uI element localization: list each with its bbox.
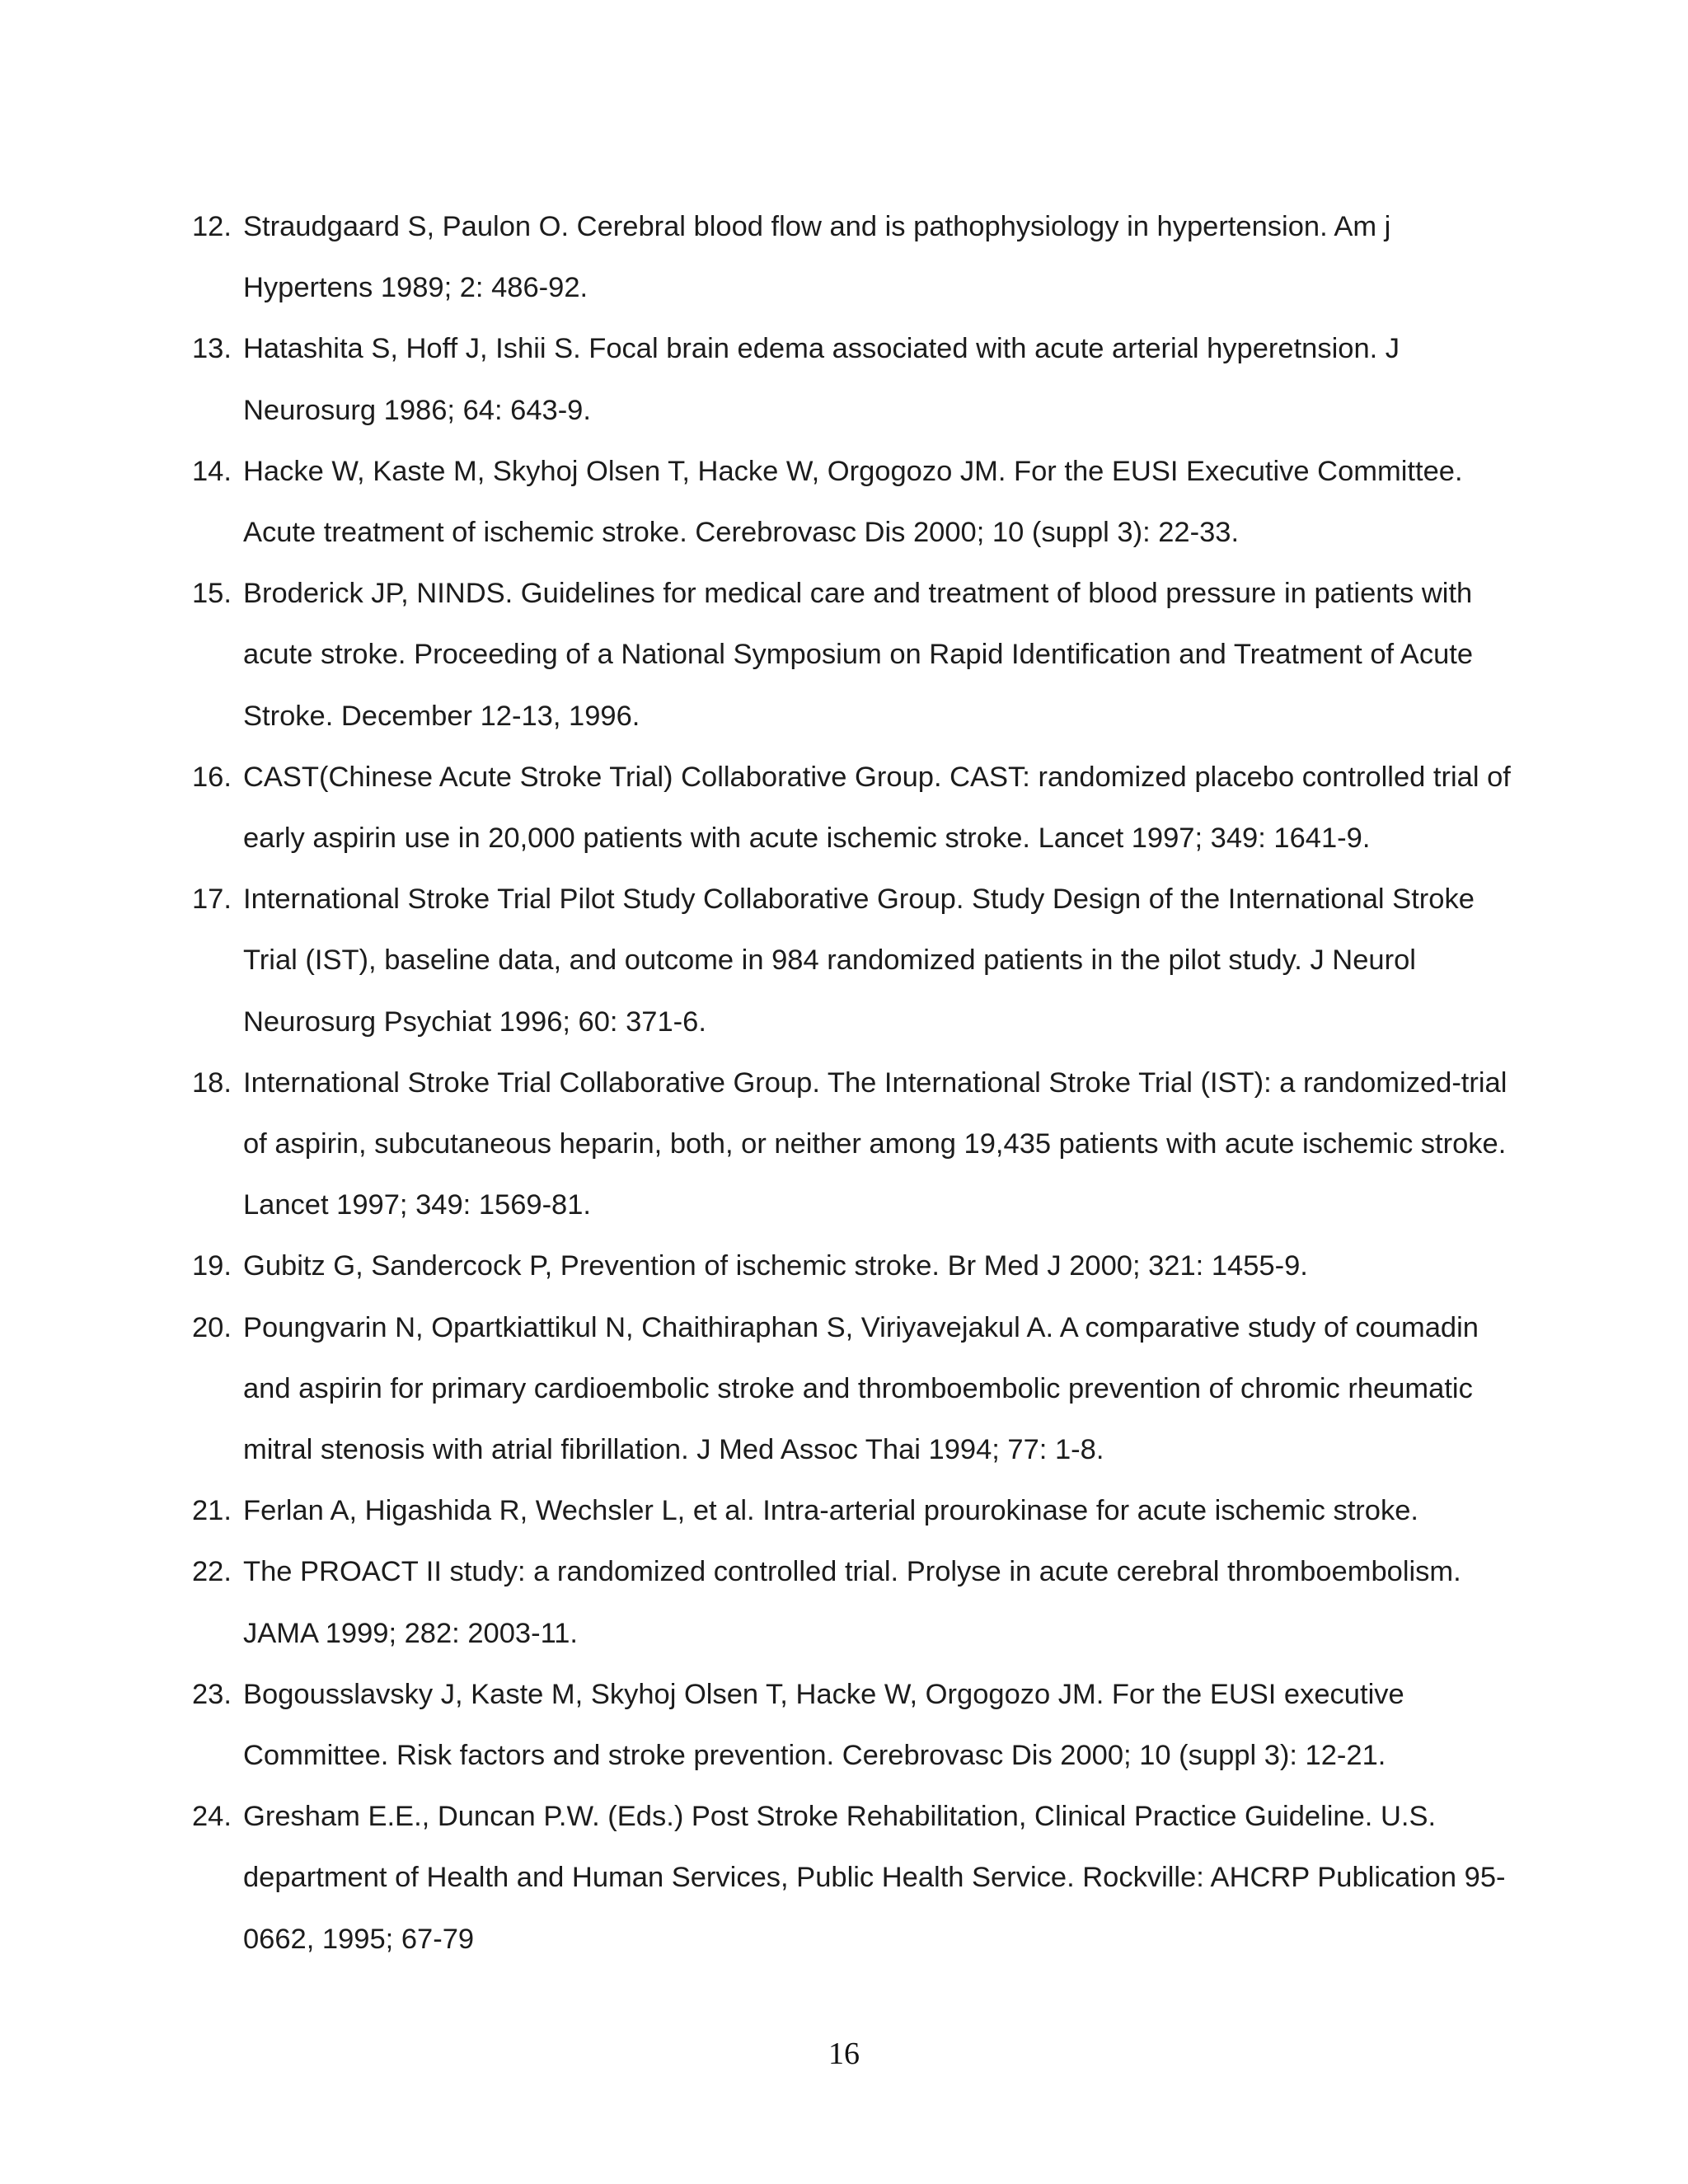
reference-text: International Stroke Trial Pilot Study Collaborative Group. Study Design of the International Stroke Trial (IST), baseline data, and outcome in 984 randomized patients in the pilot study. J Neurol Neurosurg Psychiat 1996; 60: 371-6. [243,883,1475,1038]
reference-item [192,1297,1511,1481]
reference-text: Poungvarin N, Opartkiattikul N, Chaithiraphan S, Viriyavejakul A. A comparative study of coumadin and aspirin for primary cardioembolic stroke and thromboembolic prevention of chromic rheumatic mitral stenosis with atrial fibrillation. J Med Assoc Thai 1994; 77: 1-8. [243,1311,1479,1466]
reference-number: 23. [192,1678,232,1710]
reference-number: 20. [192,1311,232,1343]
reference-item [192,196,1511,318]
reference-number: 13. [192,333,232,365]
reference-number: 14. [192,455,232,487]
reference-number: 18. [192,1066,232,1099]
reference-text: Ferlan A, Higashida R, Wechsler L, et al. Intra-arterial prourokinase for acute ischemic stroke. [243,1495,1418,1527]
reference-item [192,1235,1511,1296]
reference-text: Gubitz G, Sandercock P, Prevention of ischemic stroke. Br Med J 2000; 321: 1455-9. [243,1250,1308,1282]
reference-text: Broderick JP, NINDS. Guidelines for medical care and treatment of blood pressure in patients with acute stroke. Proceeding of a National Symposium on Rapid Identification and Treatment of Acute Stroke. December 12-13, 1996. [243,578,1474,732]
reference-text: Hacke W, Kaste M, Skyhoj Olsen T, Hacke W, Orgogozo JM. For the EUSI Executive Committee. Acute treatment of ischemic stroke. Cerebrovasc Dis 2000; 10 (suppl 3): 22-33. [243,455,1463,549]
reference-number: 15. [192,578,232,610]
reference-number: 16. [192,761,232,793]
reference-number: 19. [192,1250,232,1282]
reference-item [192,318,1511,440]
reference-text: Hatashita S, Hoff J, Ishii S. Focal brain edema associated with acute arterial hyperetnsion. J Neurosurg 1986; 64: 643-9. [243,333,1400,426]
reference-item [192,1052,1511,1236]
page-number: 16 [828,2036,860,2071]
reference-item [192,441,1511,563]
reference-number: 17. [192,883,232,916]
reference-text: The PROACT II study: a randomized controlled trial. Prolyse in acute cerebral thromboembolism. JAMA 1999; 282: 2003-11. [243,1556,1461,1649]
reference-number: 21. [192,1495,232,1527]
reference-item [192,1480,1511,1541]
reference-item [192,747,1511,869]
reference-text: Gresham E.E., Duncan P.W. (Eds.) Post Stroke Rehabilitation, Clinical Practice Guideline. U.S. department of Health and Human Services, Public Health Service. Rockville: AHCRP Publication 95-0662, 1995; 67-79 [243,1801,1506,1955]
reference-text: Straudgaard S, Paulon O. Cerebral blood flow and is pathophysiology in hypertension. Am j Hypertens 1989; 2: 486-92. [243,211,1391,304]
reference-number: 24. [192,1801,232,1833]
reference-text: Bogousslavsky J, Kaste M, Skyhoj Olsen T, Hacke W, Orgogozo JM. For the EUSI executive Committee. Risk factors and stroke prevention. Cerebrovasc Dis 2000; 10 (suppl 3): 12-21. [243,1678,1404,1772]
reference-item [192,1786,1511,1970]
reference-text: International Stroke Trial Collaborative Group. The International Stroke Trial (IST): a randomized-trial of aspirin, subcutaneous heparin, both, or neither among 19,435 patients with acute ischemic stroke. Lancet 1997; 349: 1569-81. [243,1066,1507,1221]
reference-number: 22. [192,1556,232,1588]
reference-text: CAST(Chinese Acute Stroke Trial) Collaborative Group. CAST: randomized placebo controlled trial of early aspirin use in 20,000 patients with acute ischemic stroke. Lancet 1997; 349: 1641-9. [243,761,1511,855]
reference-item [192,1664,1511,1786]
reference-number: 12. [192,211,232,242]
reference-item [192,563,1511,747]
reference-list [192,196,1511,1970]
reference-item [192,869,1511,1052]
reference-item [192,1541,1511,1663]
